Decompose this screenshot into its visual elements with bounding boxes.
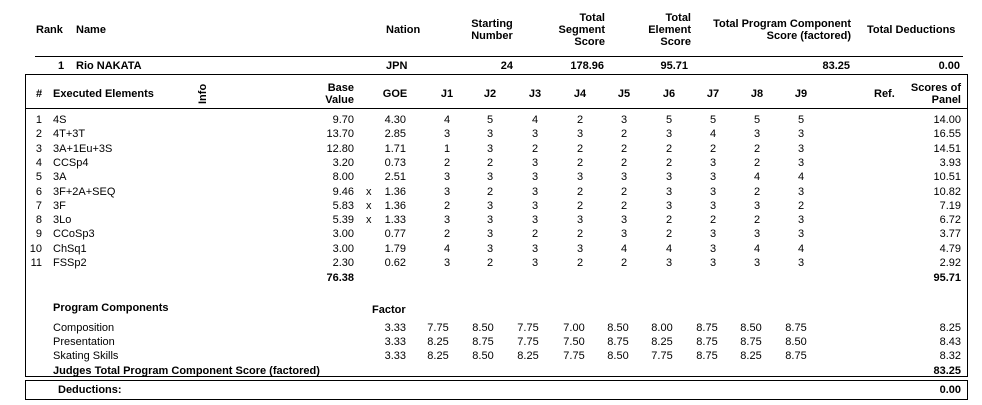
base-value-header: Base Value — [325, 82, 354, 106]
element-name: 3A+1Eu+3S — [53, 143, 113, 155]
element-judge-score: 3 — [531, 257, 539, 269]
nation-header: Nation — [386, 24, 421, 36]
name-header: Name — [76, 24, 106, 36]
element-judge-score: 3 — [443, 214, 451, 226]
element-judge-score: 3 — [797, 128, 805, 140]
scores-of-panel-header: Scores of Panel — [910, 82, 961, 106]
element-judge-score: 3 — [665, 257, 673, 269]
element-goe: 0.62 — [384, 257, 406, 269]
element-judge-score: 3 — [709, 157, 717, 169]
component-judge-score: 8.50 — [472, 350, 494, 362]
element-panel-score: 3.77 — [939, 228, 961, 240]
element-judge-score: 2 — [620, 157, 628, 169]
element-judge-score: 2 — [531, 143, 539, 155]
element-judge-score: 3 — [620, 114, 628, 126]
element-panel-score: 16.55 — [933, 128, 961, 140]
element-number: 7 — [35, 200, 42, 212]
element-judge-score: 2 — [576, 257, 584, 269]
element-judge-score: 3 — [709, 228, 717, 240]
skater-total-segment: 178.96 — [570, 60, 604, 72]
element-judge-score: 3 — [531, 157, 539, 169]
element-base-value: 2.30 — [332, 257, 354, 269]
element-judge-score: 2 — [443, 200, 451, 212]
component-judge-score: 7.75 — [563, 350, 585, 362]
factor-header: Factor — [372, 304, 406, 316]
element-judge-score: 3 — [486, 214, 494, 226]
element-judge-score: 3 — [753, 128, 761, 140]
element-judge-score: 2 — [531, 228, 539, 240]
element-number: 6 — [35, 186, 42, 198]
judge-header-9: J9 — [794, 88, 808, 100]
element-judge-score: 1 — [443, 143, 451, 155]
info-header: Info — [197, 83, 209, 104]
element-judge-score: 2 — [443, 157, 451, 169]
starting-number-header: Starting Number — [471, 18, 513, 42]
element-name: 3F+2A+SEQ — [53, 186, 116, 198]
element-judge-score: 3 — [709, 243, 717, 255]
element-number: 11 — [30, 257, 42, 269]
component-judge-score: 8.50 — [785, 336, 807, 348]
element-panel-score: 7.19 — [939, 200, 961, 212]
deductions-value: 0.00 — [939, 384, 961, 396]
element-number: 9 — [35, 228, 42, 240]
element-judge-score: 3 — [531, 128, 539, 140]
judge-header-8: J8 — [750, 88, 764, 100]
element-judge-score: 3 — [620, 214, 628, 226]
element-goe: 0.77 — [384, 228, 406, 240]
element-judge-score: 2 — [486, 157, 494, 169]
element-goe: 1.79 — [384, 243, 406, 255]
element-number: 4 — [35, 157, 42, 169]
component-judge-score: 7.75 — [427, 322, 449, 334]
element-judge-score: 3 — [531, 186, 539, 198]
skater-rank: 1 — [58, 60, 65, 72]
element-goe: 0.73 — [384, 157, 406, 169]
total-element-header: Total Element Score — [648, 12, 691, 48]
component-judge-score: 8.25 — [740, 350, 762, 362]
skater-nation: JPN — [386, 60, 408, 72]
element-judge-score: 2 — [620, 186, 628, 198]
element-number: 3 — [35, 143, 42, 155]
component-judge-score: 8.75 — [740, 336, 762, 348]
element-judge-score: 3 — [576, 214, 584, 226]
component-judge-score: 7.00 — [563, 322, 585, 334]
element-judge-score: 5 — [486, 114, 494, 126]
element-judge-score: 2 — [665, 143, 673, 155]
judges-total-label: Judges Total Program Component Score (factored) — [53, 365, 320, 377]
element-judge-score: 3 — [443, 171, 451, 183]
component-panel-score: 8.43 — [939, 336, 961, 348]
element-judge-score: 3 — [443, 186, 451, 198]
component-judge-score: 8.25 — [651, 336, 673, 348]
element-number: 1 — [35, 114, 42, 126]
element-judge-score: 2 — [753, 157, 761, 169]
element-name: CCoSp3 — [53, 228, 95, 240]
element-judge-score: 3 — [797, 143, 805, 155]
element-judge-score: 3 — [797, 228, 805, 240]
element-judge-score: 2 — [753, 143, 761, 155]
judge-header-6: J6 — [662, 88, 676, 100]
tpc-header: Total Program Component Score (factored) — [713, 18, 851, 42]
judge-header-2: J2 — [483, 88, 497, 100]
component-judge-score: 7.75 — [517, 322, 539, 334]
element-name: FSSp2 — [53, 257, 87, 269]
total-deductions-header: Total Deductions — [867, 24, 956, 36]
skater-name: Rio NAKATA — [76, 60, 142, 72]
element-judge-score: 2 — [665, 157, 673, 169]
component-judge-score: 8.50 — [740, 322, 762, 334]
element-number: 5 — [35, 171, 42, 183]
element-name: 3A — [53, 171, 67, 183]
element-judge-score: 4 — [753, 171, 761, 183]
skater-starting-number: 24 — [500, 60, 513, 72]
program-components-header: Program Components — [53, 302, 169, 314]
element-number: 2 — [35, 128, 42, 140]
element-judge-score: 2 — [443, 228, 451, 240]
element-judge-score: 4 — [443, 114, 451, 126]
component-judge-score: 7.50 — [563, 336, 585, 348]
element-judge-score: 4 — [797, 243, 805, 255]
element-name: 4T+3T — [53, 128, 86, 140]
element-goe: 1.36 — [384, 200, 406, 212]
deductions-label: Deductions: — [58, 384, 122, 396]
component-judge-score: 8.00 — [651, 322, 673, 334]
judge-header-4: J4 — [573, 88, 587, 100]
element-judge-score: 2 — [576, 186, 584, 198]
element-judge-score: 3 — [531, 200, 539, 212]
deductions-box — [25, 380, 968, 400]
executed-elements-header: Executed Elements — [53, 88, 154, 100]
element-judge-score: 2 — [576, 143, 584, 155]
element-judge-score: 3 — [486, 171, 494, 183]
judge-header-7: J7 — [706, 88, 720, 100]
element-judge-score: 4 — [443, 243, 451, 255]
element-judge-score: 2 — [620, 128, 628, 140]
component-judge-score: 7.75 — [517, 336, 539, 348]
component-judge-score: 8.75 — [696, 350, 718, 362]
element-judge-score: 2 — [797, 200, 805, 212]
element-judge-score: 3 — [486, 228, 494, 240]
element-judge-score: 2 — [709, 143, 717, 155]
element-base-value: 3.20 — [332, 157, 354, 169]
element-judge-score: 3 — [486, 128, 494, 140]
element-judge-score: 2 — [576, 200, 584, 212]
element-judge-score: 4 — [753, 243, 761, 255]
component-name: Composition — [53, 322, 115, 334]
element-judge-score: 3 — [753, 228, 761, 240]
element-base-value: 9.46 — [332, 186, 354, 198]
element-judge-score: 3 — [709, 257, 717, 269]
elements-total-score: 95.71 — [933, 272, 961, 284]
element-judge-score: 3 — [576, 243, 584, 255]
element-judge-score: 3 — [753, 200, 761, 212]
element-judge-score: 3 — [531, 243, 539, 255]
component-judge-score: 8.50 — [472, 322, 494, 334]
element-judge-score: 2 — [620, 200, 628, 212]
component-panel-score: 8.25 — [939, 322, 961, 334]
element-judge-score: 2 — [576, 157, 584, 169]
element-goe: 1.71 — [384, 143, 406, 155]
element-judge-score: 2 — [620, 143, 628, 155]
element-bonus-mark: x — [366, 186, 372, 198]
element-judge-score: 3 — [576, 171, 584, 183]
component-judge-score: 8.75 — [607, 336, 629, 348]
judge-header-3: J3 — [528, 88, 542, 100]
judges-total-value: 83.25 — [933, 365, 961, 377]
element-judge-score: 2 — [486, 186, 494, 198]
judge-header-5: J5 — [617, 88, 631, 100]
component-judge-score: 8.25 — [427, 350, 449, 362]
element-judge-score: 2 — [753, 214, 761, 226]
element-panel-score: 14.51 — [933, 143, 961, 155]
component-panel-score: 8.32 — [939, 350, 961, 362]
component-judge-score: 8.75 — [785, 322, 807, 334]
element-judge-score: 5 — [665, 114, 673, 126]
element-name: CCSp4 — [53, 157, 89, 169]
element-judge-score: 3 — [709, 186, 717, 198]
element-judge-score: 3 — [531, 214, 539, 226]
element-judge-score: 4 — [620, 243, 628, 255]
element-panel-score: 4.79 — [939, 243, 961, 255]
skater-tpc: 83.25 — [822, 60, 850, 72]
element-judge-score: 3 — [709, 200, 717, 212]
component-judge-score: 8.25 — [427, 336, 449, 348]
element-bonus-mark: x — [366, 214, 372, 226]
num-header: # — [36, 88, 43, 100]
element-judge-score: 2 — [709, 214, 717, 226]
element-judge-score: 3 — [797, 257, 805, 269]
component-factor: 3.33 — [384, 350, 406, 362]
element-bonus-mark: x — [366, 200, 372, 212]
judge-header-1: J1 — [440, 88, 454, 100]
element-judge-score: 5 — [753, 114, 761, 126]
goe-header: GOE — [382, 88, 408, 100]
element-base-value: 8.00 — [332, 171, 354, 183]
component-factor: 3.33 — [384, 336, 406, 348]
rank-header: Rank — [36, 24, 63, 36]
element-judge-score: 3 — [665, 171, 673, 183]
element-judge-score: 2 — [576, 228, 584, 240]
element-judge-score: 3 — [620, 228, 628, 240]
component-factor: 3.33 — [384, 322, 406, 334]
element-panel-score: 2.92 — [939, 257, 961, 269]
element-judge-score: 3 — [665, 128, 673, 140]
component-judge-score: 8.25 — [517, 350, 539, 362]
element-judge-score: 2 — [665, 228, 673, 240]
element-panel-score: 3.93 — [939, 157, 961, 169]
element-judge-score: 3 — [486, 143, 494, 155]
element-goe: 2.85 — [384, 128, 406, 140]
element-judge-score: 4 — [531, 114, 539, 126]
ref-header: Ref. — [874, 88, 895, 100]
component-judge-score: 8.75 — [696, 336, 718, 348]
element-panel-score: 6.72 — [939, 214, 961, 226]
element-judge-score: 3 — [665, 200, 673, 212]
element-base-value: 9.70 — [332, 114, 354, 126]
element-judge-score: 3 — [576, 128, 584, 140]
element-name: 3Lo — [53, 214, 72, 226]
element-judge-score: 2 — [576, 114, 584, 126]
element-goe: 4.30 — [384, 114, 406, 126]
element-judge-score: 5 — [797, 114, 805, 126]
element-goe: 1.36 — [384, 186, 406, 198]
component-judge-score: 7.75 — [651, 350, 673, 362]
element-base-value: 13.70 — [326, 128, 354, 140]
element-base-value: 12.80 — [326, 143, 354, 155]
component-judge-score: 8.75 — [696, 322, 718, 334]
element-number: 10 — [29, 243, 42, 255]
element-judge-score: 3 — [753, 257, 761, 269]
element-panel-score: 10.82 — [933, 186, 961, 198]
element-judge-score: 5 — [709, 114, 717, 126]
element-name: 4S — [53, 114, 67, 126]
element-judge-score: 2 — [665, 214, 673, 226]
element-panel-score: 10.51 — [933, 171, 961, 183]
element-base-value: 5.83 — [332, 200, 354, 212]
component-judge-score: 8.75 — [472, 336, 494, 348]
elements-total-base: 76.38 — [326, 272, 354, 284]
element-base-value: 5.39 — [332, 214, 354, 226]
element-judge-score: 4 — [665, 243, 673, 255]
component-judge-score: 8.50 — [607, 322, 629, 334]
element-judge-score: 3 — [620, 171, 628, 183]
component-judge-score: 8.75 — [785, 350, 807, 362]
element-name: 3F — [53, 200, 66, 212]
skater-deductions: 0.00 — [938, 60, 960, 72]
element-number: 8 — [35, 214, 42, 226]
total-segment-header: Total Segment Score — [558, 12, 605, 48]
element-base-value: 3.00 — [332, 228, 354, 240]
component-name: Presentation — [53, 336, 115, 348]
element-judge-score: 3 — [797, 186, 805, 198]
element-panel-score: 14.00 — [933, 114, 961, 126]
element-judge-score: 3 — [486, 243, 494, 255]
element-judge-score: 3 — [443, 257, 451, 269]
element-name: ChSq1 — [53, 243, 87, 255]
element-judge-score: 3 — [531, 171, 539, 183]
element-judge-score: 3 — [443, 128, 451, 140]
element-judge-score: 3 — [665, 186, 673, 198]
element-base-value: 3.00 — [332, 243, 354, 255]
element-judge-score: 3 — [797, 214, 805, 226]
component-name: Skating Skills — [53, 350, 119, 362]
element-judge-score: 2 — [486, 257, 494, 269]
element-judge-score: 3 — [486, 200, 494, 212]
element-judge-score: 4 — [709, 128, 717, 140]
element-judge-score: 2 — [753, 186, 761, 198]
skater-total-element: 95.71 — [660, 60, 688, 72]
element-judge-score: 3 — [797, 157, 805, 169]
element-judge-score: 4 — [797, 171, 805, 183]
element-judge-score: 3 — [709, 171, 717, 183]
component-judge-score: 8.50 — [607, 350, 629, 362]
element-goe: 2.51 — [384, 171, 406, 183]
element-judge-score: 2 — [620, 257, 628, 269]
element-goe: 1.33 — [384, 214, 406, 226]
